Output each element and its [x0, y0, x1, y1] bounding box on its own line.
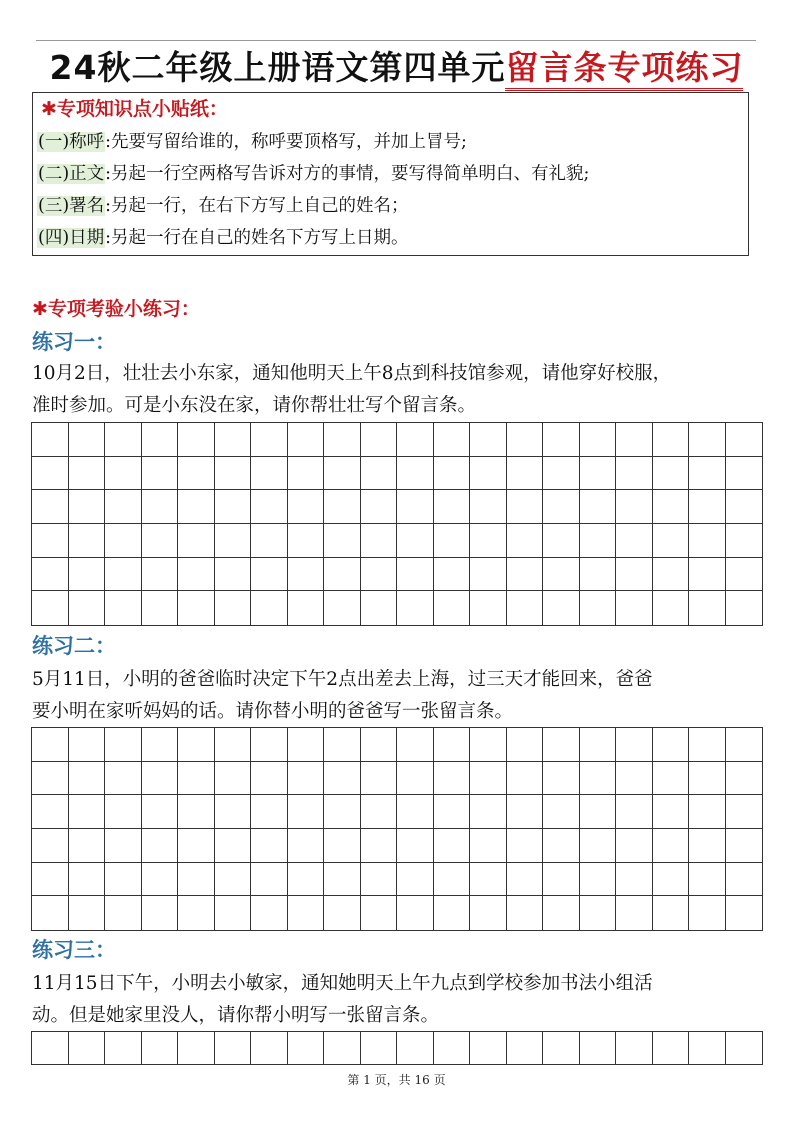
grid-cell[interactable]: [324, 795, 361, 829]
grid-cell[interactable]: [361, 457, 398, 491]
grid-cell[interactable]: [397, 762, 434, 796]
grid-cell[interactable]: [689, 457, 726, 491]
grid-cell[interactable]: [251, 728, 288, 762]
grid-cell[interactable]: [251, 591, 288, 625]
grid-cell[interactable]: [69, 829, 106, 863]
grid-cell[interactable]: [507, 728, 544, 762]
grid-cell[interactable]: [434, 795, 471, 829]
grid-cell[interactable]: [653, 728, 690, 762]
grid-cell[interactable]: [580, 423, 617, 457]
grid-cell[interactable]: [434, 896, 471, 930]
grid-cell[interactable]: [580, 558, 617, 592]
grid-cell[interactable]: [324, 591, 361, 625]
grid-cell[interactable]: [397, 896, 434, 930]
grid-cell[interactable]: [361, 591, 398, 625]
grid-cell[interactable]: [543, 558, 580, 592]
grid-cell[interactable]: [397, 1032, 434, 1064]
grid-cell[interactable]: [178, 524, 215, 558]
grid-cell[interactable]: [580, 1032, 617, 1064]
exercise-2-line-1: 5月11日，小明的爸爸临时决定下午2点出差去上海，过三天才能回来，爸爸: [32, 669, 653, 690]
grid-cell[interactable]: [397, 728, 434, 762]
grid-cell[interactable]: [288, 490, 325, 524]
grid-cell[interactable]: [726, 558, 763, 592]
grid-cell[interactable]: [616, 558, 653, 592]
grid-cell[interactable]: [507, 762, 544, 796]
grid-cell[interactable]: [105, 896, 142, 930]
grid-cell[interactable]: [32, 1032, 69, 1064]
page-footer: 第 1 页，共 16 页: [347, 1073, 446, 1087]
grid-cell[interactable]: [580, 591, 617, 625]
grid-cell[interactable]: [288, 896, 325, 930]
grid-cell[interactable]: [251, 1032, 288, 1064]
grid-cell[interactable]: [616, 829, 653, 863]
grid-cell[interactable]: [324, 1032, 361, 1064]
grid-cell[interactable]: [105, 762, 142, 796]
grid-cell[interactable]: [215, 524, 252, 558]
grid-cell[interactable]: [470, 762, 507, 796]
grid-cell[interactable]: [470, 591, 507, 625]
grid-cell[interactable]: [32, 524, 69, 558]
grid-cell[interactable]: [215, 863, 252, 897]
grid-cell[interactable]: [288, 762, 325, 796]
grid-cell[interactable]: [653, 524, 690, 558]
grid-cell[interactable]: [580, 829, 617, 863]
grid-cell[interactable]: [397, 457, 434, 491]
grid-cell[interactable]: [361, 863, 398, 897]
grid-cell[interactable]: [470, 490, 507, 524]
grid-cell[interactable]: [288, 1032, 325, 1064]
grid-cell[interactable]: [616, 896, 653, 930]
grid-cell[interactable]: [726, 863, 763, 897]
exercise-3-line-2: 动。但是她家里没人，请你帮小明写一张留言条。: [32, 1005, 440, 1026]
grid-cell[interactable]: [69, 457, 106, 491]
grid-cell[interactable]: [653, 896, 690, 930]
grid-cell[interactable]: [69, 423, 106, 457]
grid-cell[interactable]: [69, 524, 106, 558]
grid-cell[interactable]: [507, 829, 544, 863]
grid-cell[interactable]: [288, 423, 325, 457]
grid-cell[interactable]: [470, 829, 507, 863]
grid-cell[interactable]: [726, 591, 763, 625]
grid-cell[interactable]: [507, 863, 544, 897]
grid-cell[interactable]: [543, 457, 580, 491]
grid-cell[interactable]: [288, 728, 325, 762]
grid-cell[interactable]: [251, 829, 288, 863]
grid-cell[interactable]: [178, 762, 215, 796]
grid-cell[interactable]: [543, 1032, 580, 1064]
grid-cell[interactable]: [434, 1032, 471, 1064]
grid-cell[interactable]: [361, 728, 398, 762]
exercise-1-line-1: 10月2日，壮壮去小东家，通知他明天上午8点到科技馆参观，请他穿好校服，: [32, 363, 672, 384]
knowledge-heading: ✱专项知识点小贴纸：: [41, 98, 228, 120]
grid-cell[interactable]: [251, 423, 288, 457]
knowledge-tag: (一)称呼: [38, 132, 105, 152]
grid-cell[interactable]: [543, 863, 580, 897]
grid-cell[interactable]: [178, 728, 215, 762]
grid-cell[interactable]: [324, 762, 361, 796]
grid-cell[interactable]: [434, 558, 471, 592]
grid-cell[interactable]: [397, 591, 434, 625]
grid-cell[interactable]: [215, 829, 252, 863]
grid-cell[interactable]: [434, 863, 471, 897]
grid-cell[interactable]: [653, 558, 690, 592]
grid-cell[interactable]: [215, 558, 252, 592]
grid-cell[interactable]: [69, 728, 106, 762]
grid-cell[interactable]: [32, 762, 69, 796]
top-rule: [36, 40, 756, 41]
grid-cell[interactable]: [142, 728, 179, 762]
grid-cell[interactable]: [324, 423, 361, 457]
knowledge-text: :另起一行在自己的姓名下方写上日期。: [105, 228, 409, 248]
grid-cell[interactable]: [288, 829, 325, 863]
grid-cell[interactable]: [653, 795, 690, 829]
grid-cell[interactable]: [726, 1032, 763, 1064]
grid-cell[interactable]: [69, 490, 106, 524]
grid-cell[interactable]: [507, 558, 544, 592]
exercise-3-writing-grid[interactable]: [31, 1031, 763, 1065]
grid-cell[interactable]: [689, 558, 726, 592]
grid-cell[interactable]: [434, 762, 471, 796]
grid-cell[interactable]: [616, 728, 653, 762]
grid-cell[interactable]: [470, 558, 507, 592]
grid-cell[interactable]: [726, 829, 763, 863]
grid-cell[interactable]: [689, 896, 726, 930]
grid-cell[interactable]: [616, 490, 653, 524]
grid-cell[interactable]: [543, 829, 580, 863]
grid-cell[interactable]: [105, 829, 142, 863]
grid-cell[interactable]: [616, 524, 653, 558]
grid-cell[interactable]: [178, 423, 215, 457]
grid-cell[interactable]: [653, 490, 690, 524]
grid-cell[interactable]: [324, 863, 361, 897]
grid-cell[interactable]: [32, 795, 69, 829]
grid-cell[interactable]: [142, 1032, 179, 1064]
grid-cell[interactable]: [470, 1032, 507, 1064]
grid-cell[interactable]: [69, 591, 106, 625]
grid-cell[interactable]: [251, 457, 288, 491]
grid-cell[interactable]: [32, 829, 69, 863]
grid-cell[interactable]: [178, 1032, 215, 1064]
knowledge-text: :先要写留给谁的，称呼要顶格写，并加上冒号;: [105, 132, 467, 152]
grid-cell[interactable]: [178, 558, 215, 592]
grid-cell[interactable]: [397, 558, 434, 592]
grid-cell[interactable]: [726, 524, 763, 558]
knowledge-item: [37, 161, 589, 187]
grid-cell[interactable]: [616, 457, 653, 491]
grid-cell[interactable]: [142, 896, 179, 930]
grid-cell[interactable]: [470, 896, 507, 930]
grid-cell[interactable]: [689, 728, 726, 762]
grid-cell[interactable]: [105, 863, 142, 897]
exercise-3-title: 练习三：: [32, 938, 116, 962]
grid-cell[interactable]: [215, 457, 252, 491]
grid-cell[interactable]: [507, 524, 544, 558]
grid-cell[interactable]: [251, 762, 288, 796]
grid-cell[interactable]: [580, 896, 617, 930]
grid-cell[interactable]: [215, 423, 252, 457]
grid-cell[interactable]: [251, 490, 288, 524]
grid-cell[interactable]: [215, 490, 252, 524]
knowledge-item: [37, 193, 409, 219]
practice-heading: ✱专项考验小练习：: [32, 298, 200, 320]
grid-cell[interactable]: [653, 1032, 690, 1064]
grid-cell[interactable]: [288, 863, 325, 897]
grid-cell[interactable]: [580, 795, 617, 829]
knowledge-tag: (二)正文: [38, 164, 105, 184]
grid-cell[interactable]: [105, 558, 142, 592]
grid-cell[interactable]: [434, 728, 471, 762]
grid-cell[interactable]: [726, 762, 763, 796]
grid-cell[interactable]: [324, 728, 361, 762]
grid-cell[interactable]: [361, 558, 398, 592]
grid-cell[interactable]: [361, 795, 398, 829]
grid-cell[interactable]: [324, 457, 361, 491]
grid-cell[interactable]: [288, 524, 325, 558]
grid-cell[interactable]: [434, 423, 471, 457]
grid-cell[interactable]: [689, 863, 726, 897]
grid-cell[interactable]: [69, 896, 106, 930]
grid-cell[interactable]: [507, 423, 544, 457]
title-main: 24秋二年级上册语文第四单元: [49, 48, 506, 87]
grid-cell[interactable]: [361, 829, 398, 863]
grid-cell[interactable]: [726, 457, 763, 491]
grid-cell[interactable]: [178, 829, 215, 863]
grid-cell[interactable]: [178, 490, 215, 524]
exercise-2-title: 练习二：: [32, 634, 116, 658]
grid-cell[interactable]: [726, 490, 763, 524]
exercise-2-writing-grid[interactable]: [31, 727, 763, 931]
grid-cell[interactable]: [616, 795, 653, 829]
knowledge-item: [37, 129, 467, 155]
knowledge-tag: (三)署名: [38, 196, 105, 216]
exercise-1-writing-grid[interactable]: [31, 422, 763, 626]
grid-cell[interactable]: [470, 863, 507, 897]
grid-cell[interactable]: [69, 558, 106, 592]
grid-cell[interactable]: [69, 1032, 106, 1064]
grid-cell[interactable]: [69, 863, 106, 897]
grid-cell[interactable]: [142, 490, 179, 524]
grid-cell[interactable]: [507, 490, 544, 524]
knowledge-item: [37, 225, 409, 251]
exercise-2-line-2: 要小明在家听妈妈的话。请你替小明的爸爸写一张留言条。: [32, 701, 514, 722]
grid-cell[interactable]: [361, 896, 398, 930]
grid-cell[interactable]: [543, 423, 580, 457]
grid-cell[interactable]: [434, 457, 471, 491]
grid-cell[interactable]: [32, 558, 69, 592]
grid-cell[interactable]: [288, 591, 325, 625]
grid-cell[interactable]: [178, 457, 215, 491]
grid-cell[interactable]: [397, 863, 434, 897]
knowledge-text: :另起一行空两格写告诉对方的事情，要写得简单明白、有礼貌;: [105, 164, 590, 184]
grid-cell[interactable]: [616, 591, 653, 625]
grid-cell[interactable]: [142, 457, 179, 491]
grid-cell[interactable]: [32, 863, 69, 897]
grid-cell[interactable]: [726, 423, 763, 457]
grid-cell[interactable]: [32, 591, 69, 625]
grid-cell[interactable]: [434, 490, 471, 524]
grid-cell[interactable]: [397, 423, 434, 457]
grid-cell[interactable]: [726, 896, 763, 930]
grid-cell[interactable]: [288, 558, 325, 592]
grid-cell[interactable]: [580, 457, 617, 491]
grid-cell[interactable]: [543, 795, 580, 829]
grid-cell[interactable]: [689, 829, 726, 863]
grid-cell[interactable]: [580, 490, 617, 524]
exercise-1-line-2: 准时参加。可是小东没在家，请你帮壮壮写个留言条。: [32, 395, 477, 416]
grid-cell[interactable]: [397, 524, 434, 558]
grid-cell[interactable]: [653, 423, 690, 457]
grid-cell[interactable]: [616, 423, 653, 457]
grid-cell[interactable]: [215, 1032, 252, 1064]
grid-cell[interactable]: [324, 558, 361, 592]
grid-cell[interactable]: [105, 423, 142, 457]
exercise-3-line-1: 11月15日下午，小明去小敏家，通知她明天上午九点到学校参加书法小组活: [32, 973, 653, 994]
grid-cell[interactable]: [507, 1032, 544, 1064]
knowledge-tag: (四)日期: [38, 228, 105, 248]
grid-cell[interactable]: [689, 490, 726, 524]
grid-cell[interactable]: [397, 795, 434, 829]
grid-cell[interactable]: [215, 896, 252, 930]
grid-cell[interactable]: [653, 863, 690, 897]
grid-cell[interactable]: [397, 490, 434, 524]
grid-cell[interactable]: [105, 524, 142, 558]
grid-cell[interactable]: [69, 762, 106, 796]
grid-cell[interactable]: [105, 795, 142, 829]
grid-cell[interactable]: [288, 795, 325, 829]
grid-cell[interactable]: [543, 896, 580, 930]
grid-cell[interactable]: [434, 829, 471, 863]
grid-cell[interactable]: [470, 728, 507, 762]
grid-cell[interactable]: [215, 591, 252, 625]
grid-cell[interactable]: [361, 1032, 398, 1064]
grid-cell[interactable]: [470, 457, 507, 491]
grid-cell[interactable]: [105, 457, 142, 491]
grid-cell[interactable]: [543, 524, 580, 558]
grid-cell[interactable]: [32, 490, 69, 524]
grid-cell[interactable]: [616, 1032, 653, 1064]
grid-cell[interactable]: [580, 863, 617, 897]
grid-cell[interactable]: [32, 896, 69, 930]
grid-cell[interactable]: [69, 795, 106, 829]
grid-cell[interactable]: [507, 795, 544, 829]
grid-cell[interactable]: [361, 524, 398, 558]
grid-cell[interactable]: [507, 591, 544, 625]
grid-cell[interactable]: [470, 795, 507, 829]
grid-cell[interactable]: [32, 423, 69, 457]
grid-cell[interactable]: [616, 762, 653, 796]
grid-cell[interactable]: [689, 1032, 726, 1064]
grid-cell[interactable]: [142, 524, 179, 558]
grid-cell[interactable]: [361, 490, 398, 524]
grid-cell[interactable]: [142, 795, 179, 829]
grid-cell[interactable]: [653, 591, 690, 625]
grid-cell[interactable]: [580, 762, 617, 796]
grid-cell[interactable]: [215, 795, 252, 829]
grid-cell[interactable]: [178, 591, 215, 625]
grid-cell[interactable]: [251, 795, 288, 829]
grid-cell[interactable]: [324, 896, 361, 930]
grid-cell[interactable]: [142, 423, 179, 457]
page-title: [0, 46, 793, 90]
grid-cell[interactable]: [507, 457, 544, 491]
grid-cell[interactable]: [178, 863, 215, 897]
grid-cell[interactable]: [324, 829, 361, 863]
grid-cell[interactable]: [178, 795, 215, 829]
grid-cell[interactable]: [251, 896, 288, 930]
grid-cell[interactable]: [105, 1032, 142, 1064]
grid-cell[interactable]: [32, 728, 69, 762]
grid-cell[interactable]: [361, 762, 398, 796]
grid-cell[interactable]: [543, 490, 580, 524]
grid-cell[interactable]: [251, 863, 288, 897]
grid-cell[interactable]: [105, 490, 142, 524]
grid-cell[interactable]: [324, 490, 361, 524]
grid-cell[interactable]: [142, 558, 179, 592]
grid-cell[interactable]: [726, 795, 763, 829]
grid-cell[interactable]: [689, 423, 726, 457]
grid-cell[interactable]: [470, 423, 507, 457]
grid-cell[interactable]: [105, 728, 142, 762]
knowledge-text: :另起一行，在右下方写上自己的姓名；: [105, 196, 409, 216]
grid-cell[interactable]: [616, 863, 653, 897]
grid-cell[interactable]: [543, 591, 580, 625]
grid-cell[interactable]: [653, 762, 690, 796]
grid-cell[interactable]: [653, 829, 690, 863]
grid-cell[interactable]: [251, 524, 288, 558]
grid-cell[interactable]: [178, 896, 215, 930]
grid-cell[interactable]: [543, 762, 580, 796]
grid-cell[interactable]: [653, 457, 690, 491]
grid-cell[interactable]: [288, 457, 325, 491]
grid-cell[interactable]: [580, 524, 617, 558]
grid-cell[interactable]: [215, 728, 252, 762]
grid-cell[interactable]: [507, 896, 544, 930]
grid-cell[interactable]: [251, 558, 288, 592]
grid-cell[interactable]: [580, 728, 617, 762]
grid-cell[interactable]: [142, 591, 179, 625]
grid-cell[interactable]: [434, 524, 471, 558]
grid-cell[interactable]: [142, 762, 179, 796]
grid-cell[interactable]: [689, 795, 726, 829]
grid-cell[interactable]: [397, 829, 434, 863]
grid-cell[interactable]: [324, 524, 361, 558]
grid-cell[interactable]: [32, 457, 69, 491]
grid-cell[interactable]: [689, 524, 726, 558]
exercise-1-title: 练习一：: [32, 330, 116, 354]
grid-cell[interactable]: [142, 829, 179, 863]
grid-cell[interactable]: [543, 728, 580, 762]
grid-cell[interactable]: [105, 591, 142, 625]
grid-cell[interactable]: [726, 728, 763, 762]
grid-cell[interactable]: [470, 524, 507, 558]
grid-cell[interactable]: [689, 762, 726, 796]
grid-cell[interactable]: [215, 762, 252, 796]
grid-cell[interactable]: [434, 591, 471, 625]
grid-cell[interactable]: [142, 863, 179, 897]
title-highlight: 留言条专项练习: [505, 48, 743, 91]
knowledge-box: [32, 92, 749, 256]
grid-cell[interactable]: [689, 591, 726, 625]
grid-cell[interactable]: [361, 423, 398, 457]
